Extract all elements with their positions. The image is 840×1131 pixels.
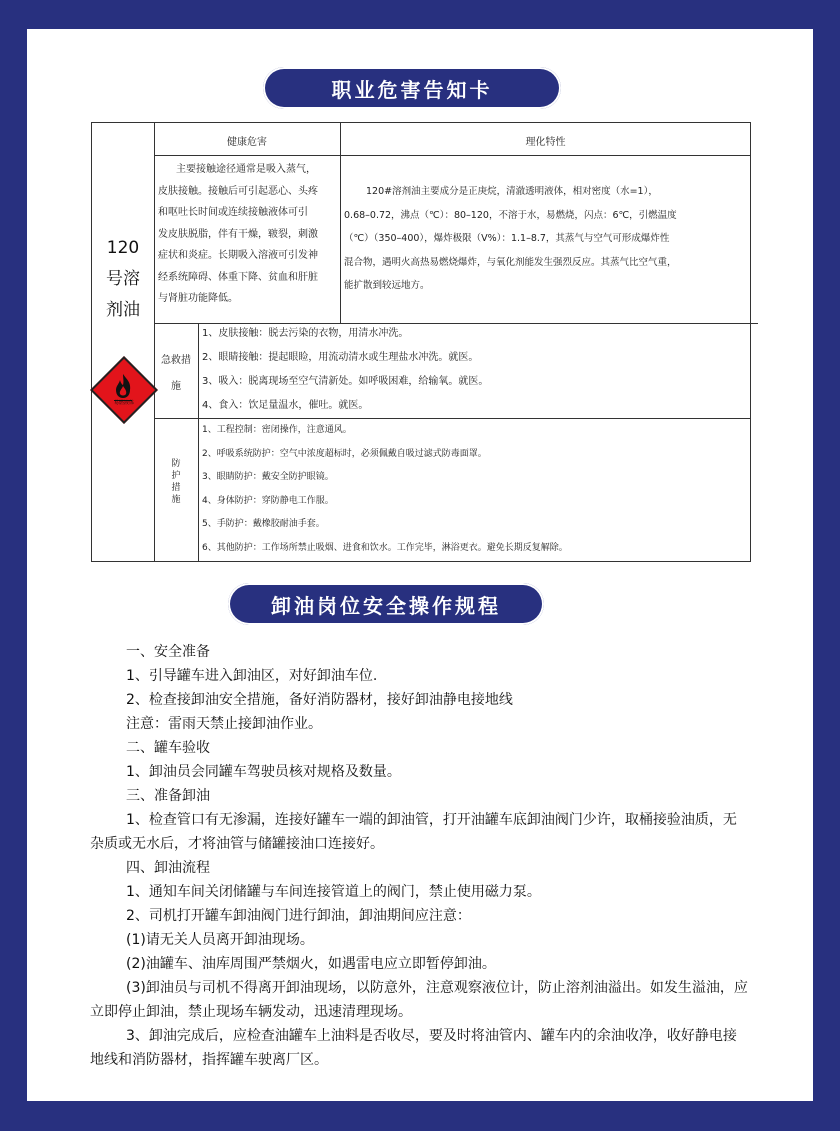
rule-item: 3、卸油完成后，应检查油罐车上油料是否收尽，要及时将油管内、罐车内的余油收净，收好静电接地线和消防器材，指挥罐车驶离厂区。 [90,1028,737,1068]
hazard-sign-label: 易燃液体 [113,400,134,406]
section-heading: 二、罐车验收 [126,740,210,756]
rule-item: (1)请无关人员离开卸油现场。 [126,932,314,948]
text-line: 经系统障碍、体重下降、贫血和肝脏 [158,271,318,283]
text-line: 症状和炎症。长期吸入溶液可引发神 [158,250,318,261]
label-line: 护 [171,471,181,481]
text-line: 混合物，遇明火高热易燃烧爆炸，与氧化剂能发生强烈反应。其蒸气比空气重， [344,256,677,268]
text-line: 与肾脏功能降低。 [158,293,238,304]
product-name-line: 号溶 [106,269,140,289]
label-line: 急救措 [161,355,191,366]
protect-label [154,458,198,506]
rule-item: 2、司机打开罐车卸油阀门进行卸油，卸油期间应注意： [126,908,471,924]
list-item: 5、手防护：戴橡胶耐油手套。 [202,519,325,529]
text-line: 皮肤接触。接触后可引起恶心、头疼 [158,185,318,197]
text-line: 发皮肤脱脂，伴有干燥，皲裂，刺激 [158,228,318,240]
list-item: 1、皮肤接触：脱去污染的衣物，用清水冲洗。 [202,328,409,339]
label-line: 防 [171,459,181,469]
product-name-line: 120 [106,238,140,258]
section-heading: 四、卸油流程 [126,860,210,876]
rules-title-text: 卸油岗位安全操作规程 [271,593,501,618]
text-line: 主要接触途径通常是吸入蒸气， [176,164,316,175]
list-item: 4、身体防护：穿防静电工作服。 [202,495,334,506]
protect-list [202,419,747,560]
rule-note: 注意：雷雨天禁止接卸油作业。 [126,716,322,732]
list-item: 2、眼睛接触：提起眼睑，用流动清水或生理盐水冲洗。就医。 [202,352,479,363]
text-line: 能扩散到较远地方。 [344,280,430,291]
product-name-line: 剂油 [106,300,140,320]
label-line: 施 [171,381,181,392]
text-line: （℃）（350–400），爆炸极限（V%）：1.1–8.7，其蒸气与空气可形成爆炸性 [344,233,670,244]
rules-list [90,640,750,1072]
card-title [263,67,561,109]
rule-item: 1、引导罐车进入卸油区，对好卸油车位. [126,668,378,684]
col-physchem-header: 理化特性 [525,137,566,148]
text-line: 120#溶剂油主要成分是正庚烷，清澈透明液体，相对密度（水=1）， [366,186,658,197]
rules-title [228,583,544,625]
rule-item: (3)卸油员与司机不得离开卸油现场，以防意外，注意观察液位计，防止溶剂油溢出。如发生溢油，应立即停止卸油，禁止现场车辆发动，迅速清理现场。 [90,980,748,1020]
rule-item: 1、卸油员会同罐车驾驶员核对规格及数量。 [126,764,401,780]
rule-item: 1、检查管口有无渗漏，连接好罐车一端的卸油管，打开油罐车底卸油阀门少许，取桶接验油质，无杂质或无水后，才将油管与储罐接油口连接好。 [90,812,737,852]
list-item: 3、眼睛防护：戴安全防护眼镜。 [202,472,334,482]
divider [340,123,341,323]
text-line: 和呕吐长时间或连续接触液体可引 [158,207,308,218]
text-line: 0.68–0.72，沸点（℃）：80–120，不溶于水，易燃烧，闪点：6℃，引燃温度 [344,209,677,221]
hazard-card [91,122,751,562]
section-heading: 一、安全准备 [126,644,210,660]
card-title-text: 职业危害告知卡 [331,77,493,102]
product-name [92,233,154,326]
rule-item: 1、通知车间关闭储罐与车间连接管道上的阀门，禁止使用磁力泵。 [126,884,541,900]
physchem-text [344,180,748,298]
health-hazard-text [158,159,338,310]
label-line: 措 [171,483,181,493]
list-item: 6、其他防护：工作场所禁止吸烟、进食和饮水。工作完毕，淋浴更衣。避免长期反复解除。 [202,542,568,553]
list-item: 1、工程控制：密闭操作，注意通风。 [202,425,352,435]
firstaid-list [202,322,747,418]
list-item: 4、食入：饮足量温水，催吐。就医。 [202,400,369,411]
rule-item: (2)油罐车、油库周围严禁烟火，如遇雷电应立即暂停卸油。 [126,956,496,972]
list-item: 3、吸入：脱离现场至空气清新处。如呼吸困难，给输氧。就医。 [202,376,489,387]
firstaid-label [154,348,198,400]
section-heading: 三、准备卸油 [126,788,210,804]
divider [154,155,751,156]
col-health-header: 健康危害 [227,137,267,148]
label-line: 施 [171,495,181,505]
rule-item: 2、检查接卸油安全措施，备好消防器材，接好卸油静电接地线 [126,692,513,708]
list-item: 2、呼吸系统防护：空气中浓度超标时，必须佩戴自吸过滤式防毒面罩。 [202,448,487,459]
divider [198,323,199,561]
